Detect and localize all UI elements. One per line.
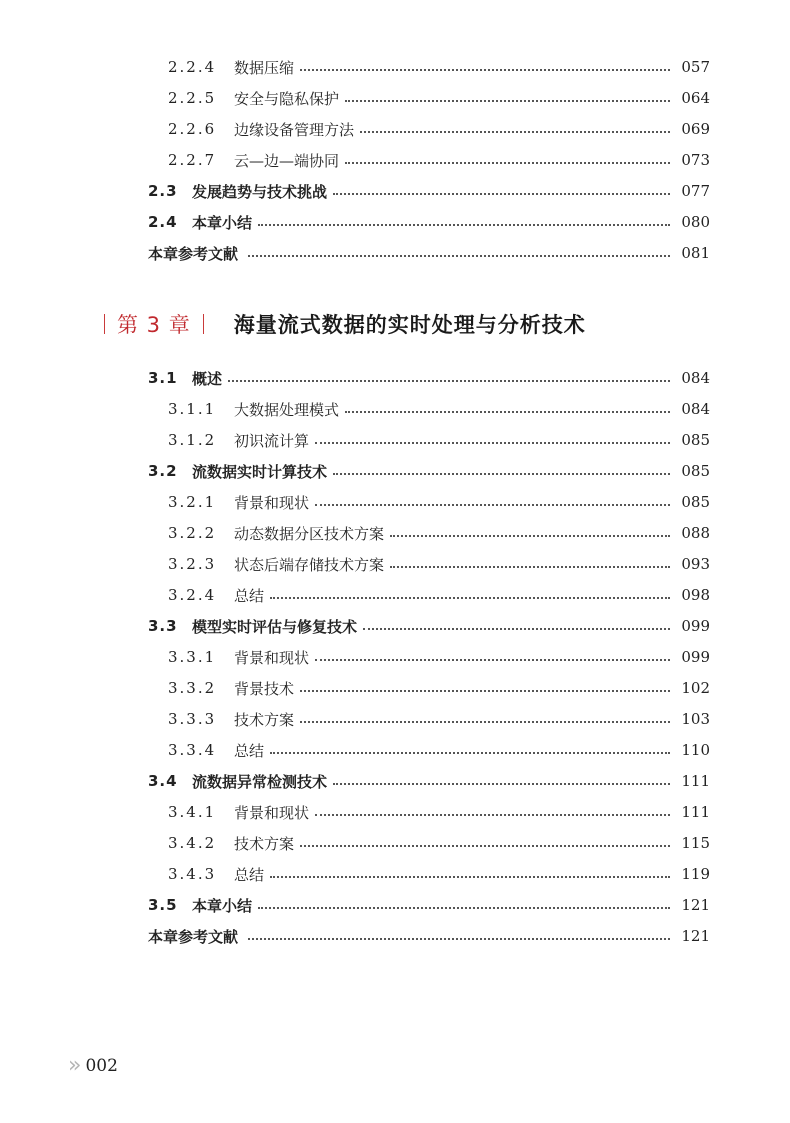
page-number: 002	[85, 1055, 118, 1076]
dot-leader	[248, 938, 670, 940]
entry-page: 110	[681, 741, 710, 759]
entry-page: 073	[681, 151, 710, 169]
entry-number: 3.1.2	[168, 431, 217, 449]
toc-entry[interactable]	[148, 208, 710, 236]
entry-page: 121	[681, 896, 710, 914]
entry-number: 3.2.4	[168, 586, 217, 604]
entry-number: 3.2.3	[168, 555, 217, 573]
entry-title: 流数据实时计算技术	[192, 462, 328, 481]
dot-leader	[300, 721, 670, 723]
entry-title: 背景和现状	[234, 493, 310, 512]
dot-leader	[345, 162, 670, 164]
toc-entry-references[interactable]	[148, 239, 710, 267]
entry-number: 3.3.3	[168, 710, 217, 728]
toc-entry[interactable]	[148, 891, 710, 919]
entry-title: 背景和现状	[234, 648, 310, 667]
dot-leader	[333, 473, 670, 475]
toc-entry[interactable]	[148, 364, 710, 392]
toc-previous-chapter	[148, 53, 710, 271]
toc-entry[interactable]	[148, 519, 710, 547]
toc-entry[interactable]	[148, 860, 710, 888]
entry-number: 2.2.7	[168, 151, 217, 169]
entry-page: 084	[681, 369, 710, 387]
dot-leader	[345, 411, 670, 413]
dot-leader	[300, 845, 670, 847]
toc-entry[interactable]	[148, 115, 710, 143]
entry-title: 本章参考文献	[148, 927, 239, 946]
entry-page: 111	[681, 772, 710, 790]
entry-title: 模型实时评估与修复技术	[192, 617, 358, 636]
dot-leader	[270, 876, 670, 878]
dot-leader	[390, 566, 670, 568]
double-chevron-right-icon: »	[68, 1053, 78, 1078]
entry-title: 本章参考文献	[148, 244, 239, 263]
entry-number: 3.5	[148, 896, 178, 914]
entry-title: 初识流计算	[234, 431, 310, 450]
entry-number: 3.4.2	[168, 834, 217, 852]
toc-entry[interactable]	[148, 612, 710, 640]
toc-entry[interactable]	[148, 705, 710, 733]
dot-leader	[333, 193, 670, 195]
toc-entry[interactable]	[148, 84, 710, 112]
entry-number: 3.1.1	[168, 400, 217, 418]
entry-title: 流数据异常检测技术	[192, 772, 328, 791]
toc-entry[interactable]	[148, 550, 710, 578]
toc-entry[interactable]	[148, 395, 710, 423]
entry-page: 093	[681, 555, 710, 573]
toc-entry[interactable]	[148, 581, 710, 609]
dot-leader	[270, 752, 670, 754]
toc-entry[interactable]	[148, 829, 710, 857]
entry-title: 总结	[234, 586, 265, 605]
toc-chapter-3	[148, 364, 710, 954]
page-footer	[68, 1053, 118, 1078]
entry-page: 085	[681, 462, 710, 480]
entry-page: 103	[681, 710, 710, 728]
entry-number: 3.3	[148, 617, 178, 635]
entry-number: 3.2	[148, 462, 178, 480]
entry-page: 115	[681, 834, 710, 852]
entry-number: 2.4	[148, 213, 178, 231]
entry-page: 080	[681, 213, 710, 231]
entry-page: 111	[681, 803, 710, 821]
entry-page: 077	[681, 182, 710, 200]
entry-title: 大数据处理模式	[234, 400, 340, 419]
entry-number: 3.1	[148, 369, 178, 387]
entry-title: 背景和现状	[234, 803, 310, 822]
entry-number: 3.4.3	[168, 865, 217, 883]
entry-page: 121	[681, 927, 710, 945]
entry-title: 发展趋势与技术挑战	[192, 182, 328, 201]
entry-number: 3.3.4	[168, 741, 217, 759]
dot-leader	[300, 690, 670, 692]
entry-title: 本章小结	[192, 213, 253, 232]
entry-page: 057	[681, 58, 710, 76]
entry-number: 3.3.1	[168, 648, 217, 666]
entry-page: 088	[681, 524, 710, 542]
toc-entry[interactable]	[148, 53, 710, 81]
chapter-label: 第 3 章	[117, 313, 191, 337]
entry-page: 099	[681, 617, 710, 635]
toc-entry[interactable]	[148, 177, 710, 205]
entry-page: 102	[681, 679, 710, 697]
toc-entry[interactable]	[148, 426, 710, 454]
dot-leader	[333, 783, 670, 785]
chapter-title: 海量流式数据的实时处理与分析技术	[233, 313, 586, 337]
entry-number: 2.2.6	[168, 120, 217, 138]
entry-page: 099	[681, 648, 710, 666]
toc-entry[interactable]	[148, 643, 710, 671]
toc-entry[interactable]	[148, 457, 710, 485]
entry-title: 安全与隐私保护	[234, 89, 340, 108]
entry-number: 2.2.5	[168, 89, 217, 107]
entry-title: 总结	[234, 865, 265, 884]
entry-page: 119	[681, 865, 710, 883]
entry-number: 3.2.1	[168, 493, 217, 511]
entry-page: 085	[681, 431, 710, 449]
entry-title: 背景技术	[234, 679, 295, 698]
entry-title: 技术方案	[234, 710, 295, 729]
toc-entry[interactable]	[148, 767, 710, 795]
dot-leader	[248, 255, 670, 257]
entry-number: 3.4.1	[168, 803, 217, 821]
dot-leader	[228, 380, 670, 382]
entry-page: 098	[681, 586, 710, 604]
entry-title: 数据压缩	[234, 58, 295, 77]
entry-page: 069	[681, 120, 710, 138]
toc-entry[interactable]	[148, 674, 710, 702]
entry-title: 状态后端存储技术方案	[234, 555, 385, 574]
dot-leader	[300, 69, 670, 71]
dot-leader	[315, 442, 670, 444]
entry-title: 总结	[234, 741, 265, 760]
entry-title: 边缘设备管理方法	[234, 120, 355, 139]
entry-number: 2.2.4	[168, 58, 217, 76]
entry-title: 动态数据分区技术方案	[234, 524, 385, 543]
toc-entry[interactable]	[148, 798, 710, 826]
entry-number: 3.4	[148, 772, 178, 790]
toc-entry[interactable]	[148, 736, 710, 764]
entry-title: 本章小结	[192, 896, 253, 915]
toc-entry[interactable]	[148, 146, 710, 174]
dot-leader	[315, 659, 670, 661]
entry-page: 084	[681, 400, 710, 418]
dot-leader	[258, 907, 670, 909]
entry-title: 技术方案	[234, 834, 295, 853]
entry-title: 概述	[192, 369, 223, 388]
toc-entry-references[interactable]	[148, 922, 710, 950]
dot-leader	[345, 100, 670, 102]
chapter-heading	[104, 307, 586, 341]
dot-leader	[315, 814, 670, 816]
entry-number: 3.2.2	[168, 524, 217, 542]
dot-leader	[258, 224, 670, 226]
entry-number: 2.3	[148, 182, 178, 200]
entry-page: 064	[681, 89, 710, 107]
entry-page: 085	[681, 493, 710, 511]
dot-leader	[363, 628, 670, 630]
chapter-bar-right	[203, 314, 204, 334]
entry-number: 3.3.2	[168, 679, 217, 697]
dot-leader	[360, 131, 670, 133]
dot-leader	[390, 535, 670, 537]
toc-entry[interactable]	[148, 488, 710, 516]
dot-leader	[270, 597, 670, 599]
entry-page: 081	[681, 244, 710, 262]
entry-title: 云—边—端协同	[234, 151, 340, 170]
dot-leader	[315, 504, 670, 506]
